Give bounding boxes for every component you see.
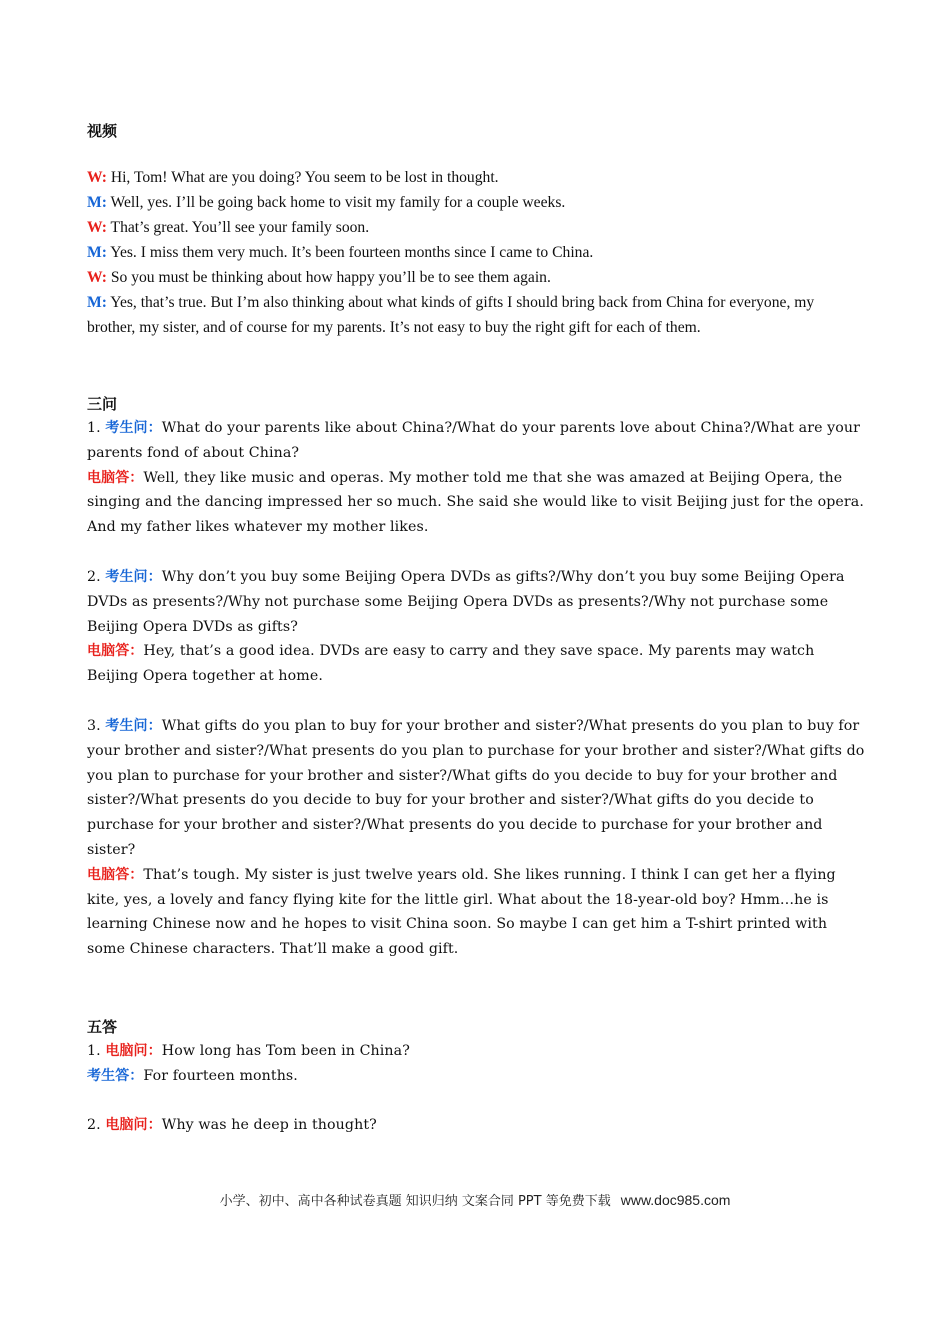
question-text: How long has Tom been in China? bbox=[161, 1043, 410, 1059]
question-label: 电脑问： bbox=[105, 1117, 162, 1133]
dialogue-line bbox=[87, 266, 867, 291]
answer-label: 考生答： bbox=[87, 1067, 144, 1084]
question bbox=[87, 565, 867, 639]
section-heading-video: 视频 bbox=[87, 122, 118, 140]
answer-text: That’s tough. My sister is just twelve years old. She likes running. I think I can get her a flying kite, yes, a lovely and fancy flying kite for the little girl. What about the 18-year-old boy? Hmm…he is learning Chinese now and he hopes to visit China soon. So maybe I can get him a T-shirt printed with some Chinese characters. That’ll make a good gift. bbox=[87, 866, 836, 958]
question-label: 考生问： bbox=[105, 420, 162, 436]
question-block-3 bbox=[87, 714, 867, 962]
answer-block-2 bbox=[87, 1113, 867, 1138]
footer-link[interactable]: www.doc985.com bbox=[620, 1192, 731, 1208]
dialogue-text: Well, yes. I’ll be going back home to visit my family for a couple weeks. bbox=[106, 194, 566, 211]
item-number: 1. bbox=[87, 1043, 106, 1059]
dialogue-line bbox=[87, 166, 867, 191]
question bbox=[87, 416, 867, 466]
section-heading-three-questions: 三问 bbox=[87, 395, 118, 413]
dialogue-text: Yes, that’s true. But I’m also thinking about what kinds of gifts I should bring back from China for everyone, my brother, my sister, and of course for my parents. It’s not easy to buy the right gift for each of them. bbox=[87, 294, 815, 336]
dialogue-line bbox=[87, 241, 867, 266]
answer bbox=[87, 466, 867, 540]
question-text: Why don’t you buy some Beijing Opera DVDs as gifts?/Why don’t you buy some Beijing Opera DVDs as presents?/Why not purchase some Beijing Opera DVDs as presents?/Why not purchase some Beijing Opera DVDs as gifts? bbox=[87, 569, 845, 635]
answer-text: Well, they like music and operas. My mother told me that she was amazed at Beijing Opera, the singing and the dancing impressed her so much. She said she would like to visit Beijing just for the opera. And my father likes whatever my mother likes. bbox=[87, 469, 864, 536]
speaker-label: M: bbox=[87, 194, 107, 211]
answer bbox=[87, 639, 867, 689]
dialogue-text: Hi, Tom! What are you doing? You seem to be lost in thought. bbox=[106, 169, 499, 186]
question bbox=[87, 1113, 867, 1138]
answer-text: For fourteen months. bbox=[143, 1067, 298, 1084]
item-number: 3. bbox=[87, 718, 106, 734]
question-block-2 bbox=[87, 565, 867, 689]
answer-text: Hey, that’s a good idea. DVDs are easy to carry and they save space. My parents may watch Beijing Opera together at home. bbox=[87, 643, 815, 685]
question-text: Why was he deep in thought? bbox=[161, 1117, 377, 1133]
speaker-label: M: bbox=[87, 244, 107, 261]
dialogue-line bbox=[87, 291, 857, 341]
dialogue-text: That’s great. You’ll see your family soon. bbox=[106, 219, 370, 236]
answer-label: 电脑答： bbox=[87, 643, 144, 660]
page-footer bbox=[0, 1190, 950, 1209]
speaker-label: W: bbox=[87, 269, 107, 286]
answer bbox=[87, 1064, 867, 1089]
answer-block-1 bbox=[87, 1039, 867, 1089]
dialogue-text: Yes. I miss them very much. It’s been fourteen months since I came to China. bbox=[106, 244, 594, 261]
question-text: What do your parents like about China?/What do your parents love about China?/What are your parents fond of about China? bbox=[87, 420, 861, 461]
dialogue-line bbox=[87, 191, 867, 216]
item-number: 2. bbox=[87, 569, 106, 585]
answer-label: 电脑答： bbox=[87, 469, 144, 486]
question-label: 电脑问： bbox=[105, 1043, 162, 1059]
dialogue-text: So you must be thinking about how happy you’ll be to see them again. bbox=[106, 269, 551, 286]
section-heading-five-answers: 五答 bbox=[87, 1018, 118, 1036]
question bbox=[87, 714, 867, 863]
dialogue-line bbox=[87, 216, 867, 241]
item-number: 1. bbox=[87, 420, 106, 436]
item-number: 2. bbox=[87, 1117, 106, 1133]
question-label: 考生问： bbox=[105, 718, 162, 734]
question-text: What gifts do you plan to buy for your brother and sister?/What presents do you plan to buy for your brother and sister?/What presents do you plan to purchase for your brother and sister?/What gifts do you plan to purchase for your brother and sister?/What gifts do you decide to buy for your brother and sister?/What presents do you decide to buy for your brother and sister?/What gifts do you decide to purchase for your brother and sister?/What presents do you decide to purchase for your brother and sister? bbox=[87, 718, 865, 858]
footer-text: 小学、初中、高中各种试卷真题 知识归纳 文案合同 PPT 等免费下载 bbox=[219, 1194, 611, 1209]
question bbox=[87, 1039, 867, 1064]
speaker-label: W: bbox=[87, 169, 107, 186]
answer bbox=[87, 863, 867, 962]
speaker-label: W: bbox=[87, 219, 107, 236]
question-label: 考生问： bbox=[105, 569, 162, 585]
speaker-label: M: bbox=[87, 294, 107, 311]
question-block-1 bbox=[87, 416, 867, 540]
answer-label: 电脑答： bbox=[87, 866, 144, 883]
